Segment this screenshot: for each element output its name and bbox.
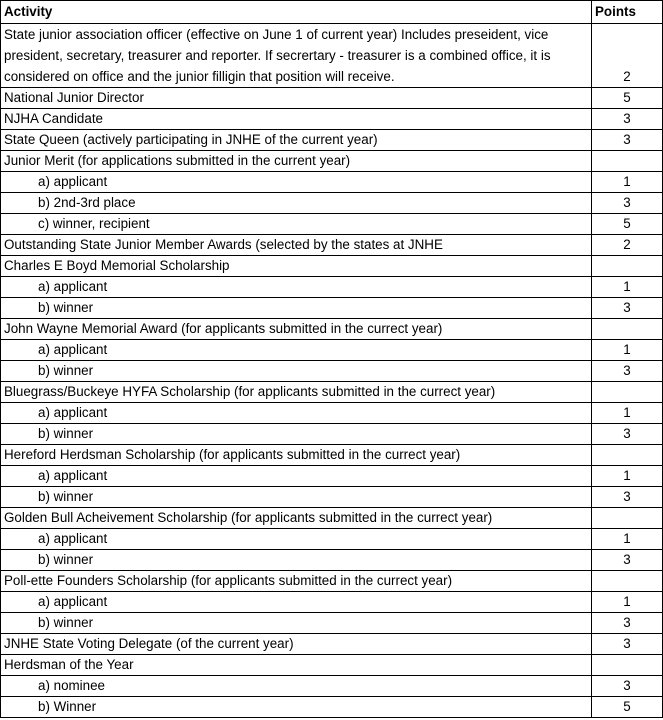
sub-activity-cell: b) Winner	[1, 697, 592, 718]
points-cell: 3	[592, 298, 663, 319]
activity-cell: Herdsman of the Year	[1, 655, 592, 676]
sub-activity-cell: b) winner	[1, 613, 592, 634]
points-cell	[592, 655, 663, 676]
activity-cell: Outstanding State Junior Member Awards (selected by the states at JNHE	[1, 235, 592, 256]
points-cell: 3	[592, 634, 663, 655]
sub-activity-cell: b) winner	[1, 550, 592, 571]
table-row	[1, 130, 663, 151]
points-cell	[592, 445, 663, 466]
activity-cell: Golden Bull Acheivement Scholarship (for applicants submitted in the currect year)	[1, 508, 592, 529]
points-cell: 5	[592, 88, 663, 109]
table-row	[1, 508, 663, 529]
table-row	[1, 634, 663, 655]
points-cell	[592, 151, 663, 172]
activity-cell: Charles E Boyd Memorial Scholarship	[1, 256, 592, 277]
points-cell: 3	[592, 613, 663, 634]
points-cell	[592, 256, 663, 277]
points-cell	[592, 319, 663, 340]
sub-activity-cell: b) winner	[1, 361, 592, 382]
points-cell: 2	[592, 24, 663, 88]
sub-activity-cell: a) applicant	[1, 172, 592, 193]
sub-activity-cell: b) 2nd-3rd place	[1, 193, 592, 214]
points-cell: 3	[592, 676, 663, 697]
activity-cell: Hereford Herdsman Scholarship (for applicants submitted in the currect year)	[1, 445, 592, 466]
table-row	[1, 172, 663, 193]
table-row	[1, 24, 663, 88]
table-row	[1, 214, 663, 235]
sub-activity-cell: a) nominee	[1, 676, 592, 697]
activity-cell: NJHA Candidate	[1, 109, 592, 130]
table-row	[1, 571, 663, 592]
table-row	[1, 235, 663, 256]
table-row	[1, 445, 663, 466]
points-cell: 3	[592, 109, 663, 130]
table-row	[1, 550, 663, 571]
activity-cell: State Queen (actively participating in JNHE of the current year)	[1, 130, 592, 151]
table-row	[1, 88, 663, 109]
activity-cell: Poll-ette Founders Scholarship (for applicants submitted in the currect year)	[1, 571, 592, 592]
sub-activity-cell: a) applicant	[1, 529, 592, 550]
points-cell: 3	[592, 193, 663, 214]
table-row	[1, 613, 663, 634]
points-cell: 2	[592, 235, 663, 256]
points-cell: 1	[592, 592, 663, 613]
sub-activity-cell: b) winner	[1, 424, 592, 445]
points-cell: 1	[592, 466, 663, 487]
table-row	[1, 382, 663, 403]
sub-activity-cell: a) applicant	[1, 466, 592, 487]
points-cell	[592, 508, 663, 529]
table-row	[1, 193, 663, 214]
activity-cell: State junior association officer (effective on June 1 of current year) Includes preseident, vice president, secretary, treasurer and reporter. If secrertary - treasurer is a combined office, it is considered on office and the junior filligin that position will receive.	[1, 24, 592, 88]
sub-activity-cell: c) winner, recipient	[1, 214, 592, 235]
table-row	[1, 592, 663, 613]
table-row	[1, 697, 663, 718]
activity-cell: National Junior Director	[1, 88, 592, 109]
table-row	[1, 529, 663, 550]
sub-activity-cell: a) applicant	[1, 340, 592, 361]
points-cell	[592, 382, 663, 403]
points-cell: 1	[592, 277, 663, 298]
table-row	[1, 109, 663, 130]
table-row	[1, 487, 663, 508]
points-cell: 3	[592, 130, 663, 151]
table-row	[1, 424, 663, 445]
table-row	[1, 361, 663, 382]
table-row	[1, 403, 663, 424]
points-column-header: Points	[592, 1, 663, 24]
points-cell: 5	[592, 214, 663, 235]
points-cell: 1	[592, 529, 663, 550]
points-cell: 3	[592, 361, 663, 382]
table-row	[1, 277, 663, 298]
table-row	[1, 151, 663, 172]
sub-activity-cell: b) winner	[1, 298, 592, 319]
points-cell	[592, 571, 663, 592]
activity-cell: Junior Merit (for applications submitted in the current year)	[1, 151, 592, 172]
sub-activity-cell: a) applicant	[1, 592, 592, 613]
table-row	[1, 466, 663, 487]
table-row	[1, 655, 663, 676]
table-row	[1, 298, 663, 319]
table-row	[1, 676, 663, 697]
sub-activity-cell: b) winner	[1, 487, 592, 508]
activity-cell: Bluegrass/Buckeye HYFA Scholarship (for applicants submitted in the currect year)	[1, 382, 592, 403]
points-cell: 5	[592, 697, 663, 718]
header-row	[1, 1, 663, 24]
activity-cell: John Wayne Memorial Award (for applicants submitted in the currect year)	[1, 319, 592, 340]
sub-activity-cell: a) applicant	[1, 277, 592, 298]
points-cell: 3	[592, 424, 663, 445]
points-cell: 1	[592, 172, 663, 193]
points-cell: 1	[592, 403, 663, 424]
activity-cell: JNHE State Voting Delegate (of the current year)	[1, 634, 592, 655]
activity-column-header: Activity	[1, 1, 592, 24]
table-row	[1, 319, 663, 340]
points-cell: 1	[592, 340, 663, 361]
table-row	[1, 256, 663, 277]
points-cell: 3	[592, 487, 663, 508]
points-cell: 3	[592, 550, 663, 571]
table-row	[1, 340, 663, 361]
sub-activity-cell: a) applicant	[1, 403, 592, 424]
